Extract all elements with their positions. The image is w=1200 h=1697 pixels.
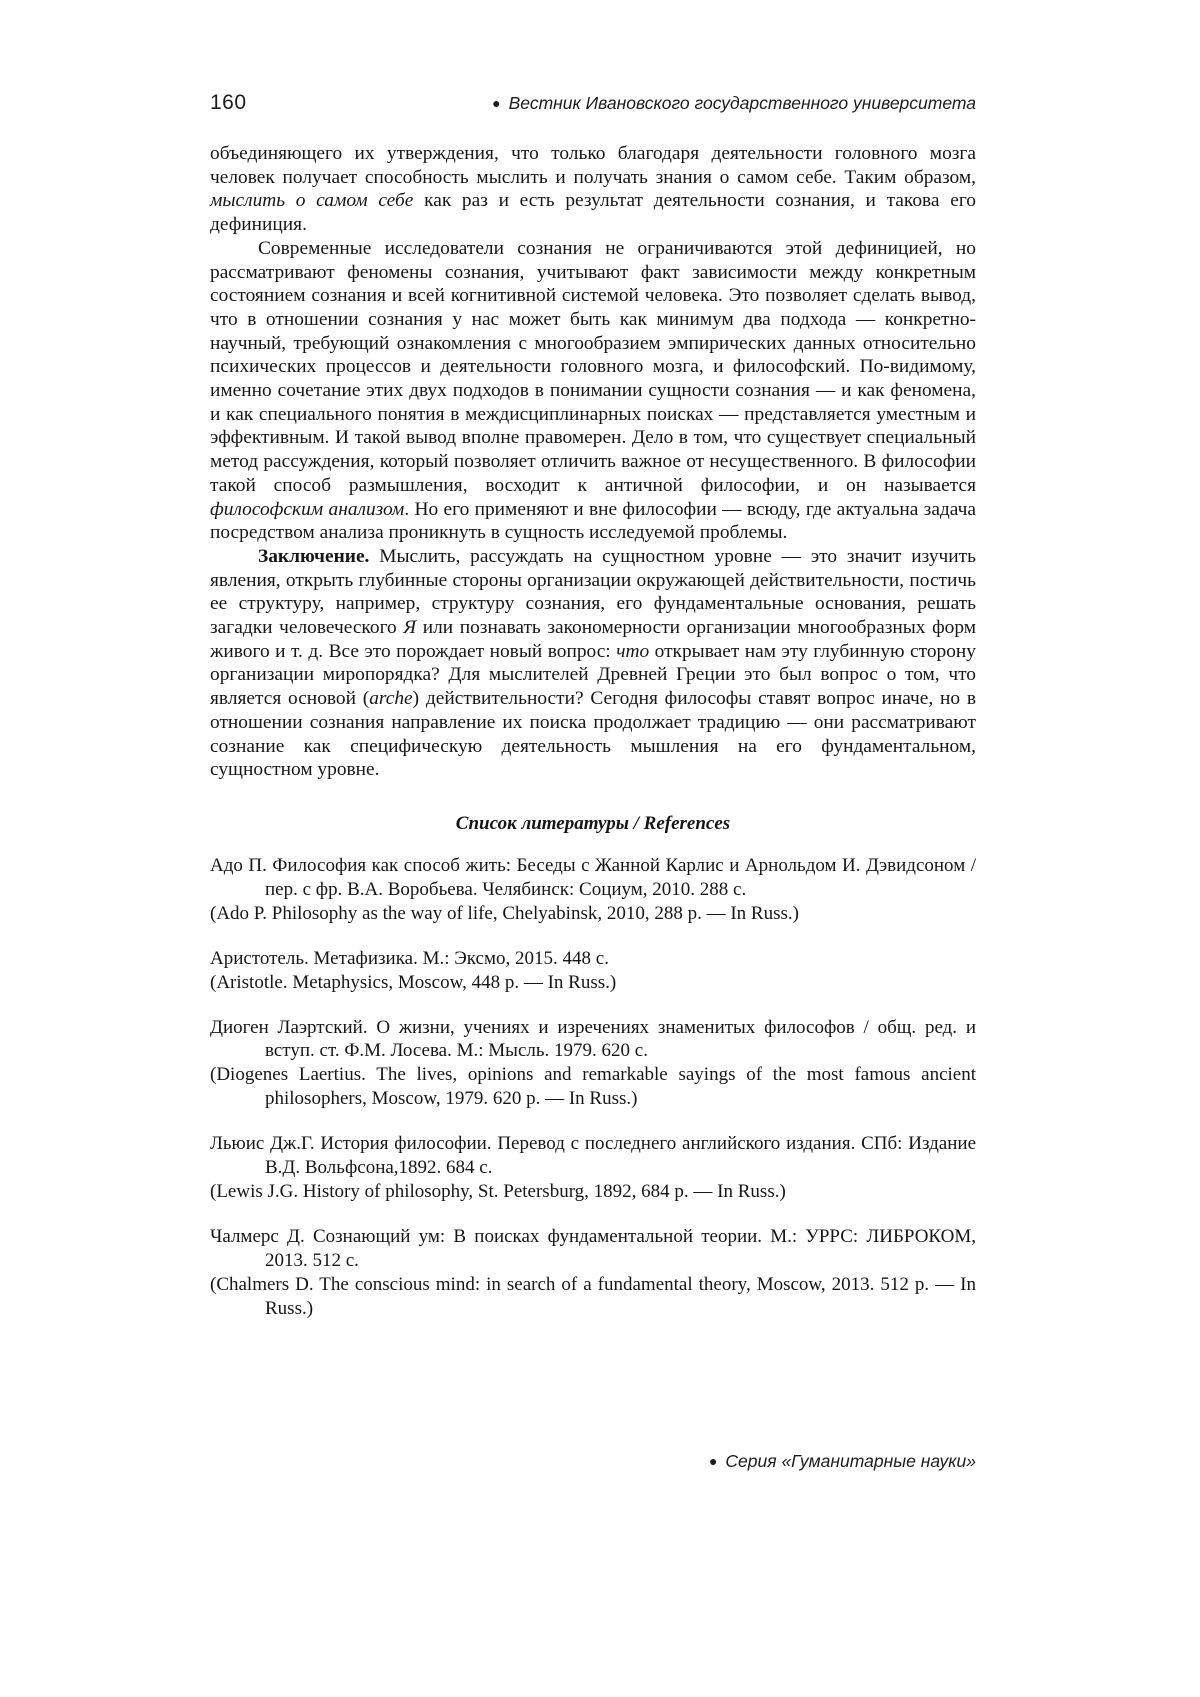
reference-russian: Чалмерс Д. Сознающий ум: В поисках фундаментальной теории. М.: УРРС: ЛИБРОКОМ, 2013. 512 с. [210, 1225, 976, 1271]
reference-translation: (Chalmers D. The conscious mind: in search of a fundamental theory, Moscow, 2013. 512 p. — In Russ.) [210, 1273, 976, 1319]
reference-entry [210, 947, 976, 995]
reference-translation: (Aristotle. Metaphysics, Moscow, 448 p. — In Russ.) [210, 971, 617, 993]
paragraph [210, 545, 976, 782]
text-segment: открывает нам эту глубинную сторону организации миропорядка? Для мыслителей Древней Греции это был вопрос о том, что является основой ( [210, 640, 976, 710]
body-paragraphs [210, 142, 976, 782]
paragraph [210, 142, 976, 237]
text-segment: Современные исследователи сознания не ограничиваются этой дефиницией, но рассматривают феномены сознания, учитывают факт зависимости между конкретным состоянием сознания и всей когнитивной системой человека. Это позволяет сделать вывод, что в отношении сознания у нас может быть как минимум два подхода — конкретно-научный, требующий ознакомления с многообразием эмпирических данных относительно психических процессов и деятельности головного мозга, и философский. По-видимому, именно сочетание этих двух подходов в понимании сущности сознания — и как феномена, и как специального понятия в междисциплинарных поисках — представляется уместным и эффективным. И такой вывод вполне правомерен. Дело в том, что существует специальный метод рассуждения, который позволяет отличить важное от несущественного. В философии такой способ размышления, восходит к античной философии, и он называется [210, 237, 976, 496]
text-segment: ) действительности? Сегодня философы ставят вопрос иначе, но в отношении сознания направление их поиска продолжает традицию — они рассматривают сознание как специфическую деятельность мышления на его фундаментальном, сущностном уровне. [210, 688, 976, 781]
reference-russian: Аристотель. Метафизика. М.: Эксмо, 2015. 448 с. [210, 947, 609, 969]
reference-entry [210, 1016, 976, 1112]
text-segment: arche [369, 688, 413, 710]
reference-russian: Адо П. Философия как способ жить: Беседы с Жанной Карлис и Арнольдом И. Дэвидсоном / пер. с фр. В.А. Воробьева. Челябинск: Социум, 2010. 288 с. [210, 854, 976, 900]
bullet-icon: ● [708, 1453, 718, 1469]
reference-entry [210, 1225, 976, 1321]
journal-title-text: Вестник Ивановского государственного университета [508, 93, 976, 113]
reference-translation: (Lewis J.G. History of philosophy, St. Petersburg, 1892, 684 p. — In Russ.) [210, 1180, 786, 1202]
references-heading: Список литературы / References [455, 812, 731, 834]
paragraph [210, 237, 976, 545]
text-segment: Мыслить, рассуждать на сущностном уровне — это значит изучить явления, открыть глубинные стороны организации окружающей действительности, постичь ее структуру, например, структуру сознания, его фундаментальные основания, решать загадки человеческого [210, 545, 976, 639]
text-column [210, 142, 976, 1320]
text-segment: Я [403, 617, 417, 639]
reference-translation: (Diogenes Laertius. The lives, opinions and remarkable sayings of the most famous ancient philosophers, Moscow, 1979. 620 p. — In Russ.) [210, 1064, 976, 1110]
reference-russian: Диоген Лаэртский. О жизни, учениях и изречениях знаменитых философов / общ. ред. и вступ. ст. Ф.М. Лосева. М.: Мысль. 1979. 620 с. [210, 1016, 976, 1062]
text-segment: объединяющего их утверждения, что только благодаря деятельности головного мозга человек получает способность мыслить и получать знания о самом себе. Таким образом, [210, 143, 976, 188]
text-segment: как раз и есть результат деятельности сознания, и такова его дефиниция. [210, 190, 976, 236]
series-label: Серия «Гуманитарные науки» [725, 1451, 976, 1471]
text-segment: или познавать закономерности организации многообразных форм живого и т. д. Все это порождает новый вопрос: [210, 617, 977, 662]
journal-title [492, 93, 976, 114]
text-segment: философским анализом [210, 498, 405, 520]
text-segment: мыслить о самом себе [210, 190, 414, 212]
series-footer [210, 1451, 976, 1472]
page-number: 160 [210, 91, 247, 114]
reference-entry [210, 1132, 976, 1204]
text-segment: . Но его применяют и вне философии — всюду, где актуальна задача посредством анализа проникнуть в сущность исследуемой проблемы. [210, 498, 976, 544]
references-list [210, 854, 976, 1321]
running-head [210, 91, 976, 115]
reference-entry [210, 854, 976, 926]
reference-translation: (Ado P. Philosophy as the way of life, Chelyabinsk, 2010, 288 p. — In Russ.) [210, 902, 799, 924]
reference-russian: Льюис Дж.Г. История философии. Перевод с последнего английского издания. СПб: Издание В.Д. Вольфсона,1892. 684 с. [210, 1133, 976, 1179]
text-segment: что [616, 640, 650, 662]
bullet-icon: ● [492, 95, 501, 111]
text-segment: Заключение. [258, 545, 370, 567]
